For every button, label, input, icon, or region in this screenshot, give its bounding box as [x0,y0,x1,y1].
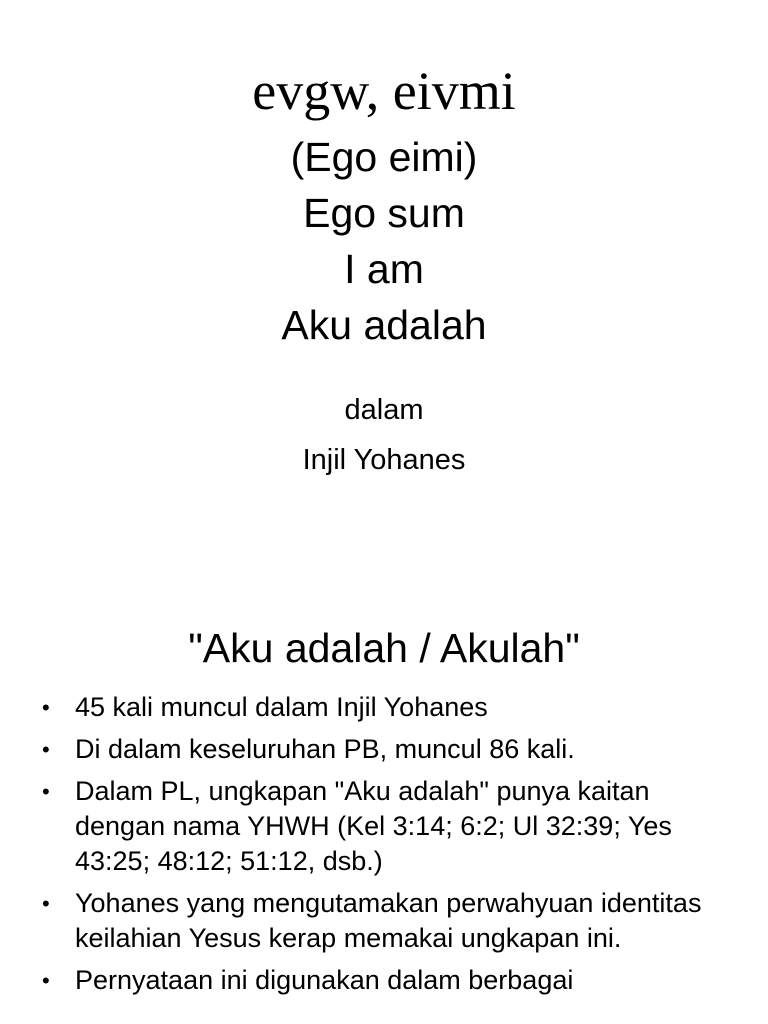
slide-title: "Aku adalah / Akulah" [188,625,580,671]
bullet-list [42,690,732,1005]
bullet-item [42,690,732,725]
bullet-text: Di dalam keseluruhan PB, muncul 86 kali. [75,734,575,764]
bullet-text: Yohanes yang mengutamakan perwahyuan identitas keilahian Yesus kerap memakai ungkapan ini. [75,888,702,953]
bullet-text: Dalam PL, ungkapan "Aku adalah" punya kaitan dengan nama YHWH (Kel 3:14; 6:2; Ul 32:39; Yes 43:25; 48:12; 51:12, dsb.) [75,776,672,876]
subtitle-aku-adalah: Aku adalah [281,302,487,348]
bullet-dot-icon: • [42,891,50,916]
bullet-item [42,774,732,879]
bullet-dot-icon: • [42,968,50,993]
content-slide [0,600,768,1024]
bullet-text: 45 kali muncul dalam Injil Yohanes [75,692,488,722]
subtitle-ego-eimi: (Ego eimi) [290,134,478,180]
greek-title: evgw, eivmi [252,61,516,121]
subtitle-ego-sum: Ego sum [303,190,465,236]
subtitle-dalam: dalam [344,394,424,426]
bullet-dot-icon: • [42,695,50,720]
bullet-text: Pernyataan ini digunakan dalam berbagai [75,965,574,995]
bullet-dot-icon: • [42,779,50,804]
subtitle-i-am: I am [344,246,424,292]
bullet-item [42,963,732,998]
bullet-dot-icon: • [42,737,50,762]
subtitle-injil-yohanes: Injil Yohanes [302,444,466,476]
bullet-item [42,886,732,956]
bullet-item [42,732,732,767]
